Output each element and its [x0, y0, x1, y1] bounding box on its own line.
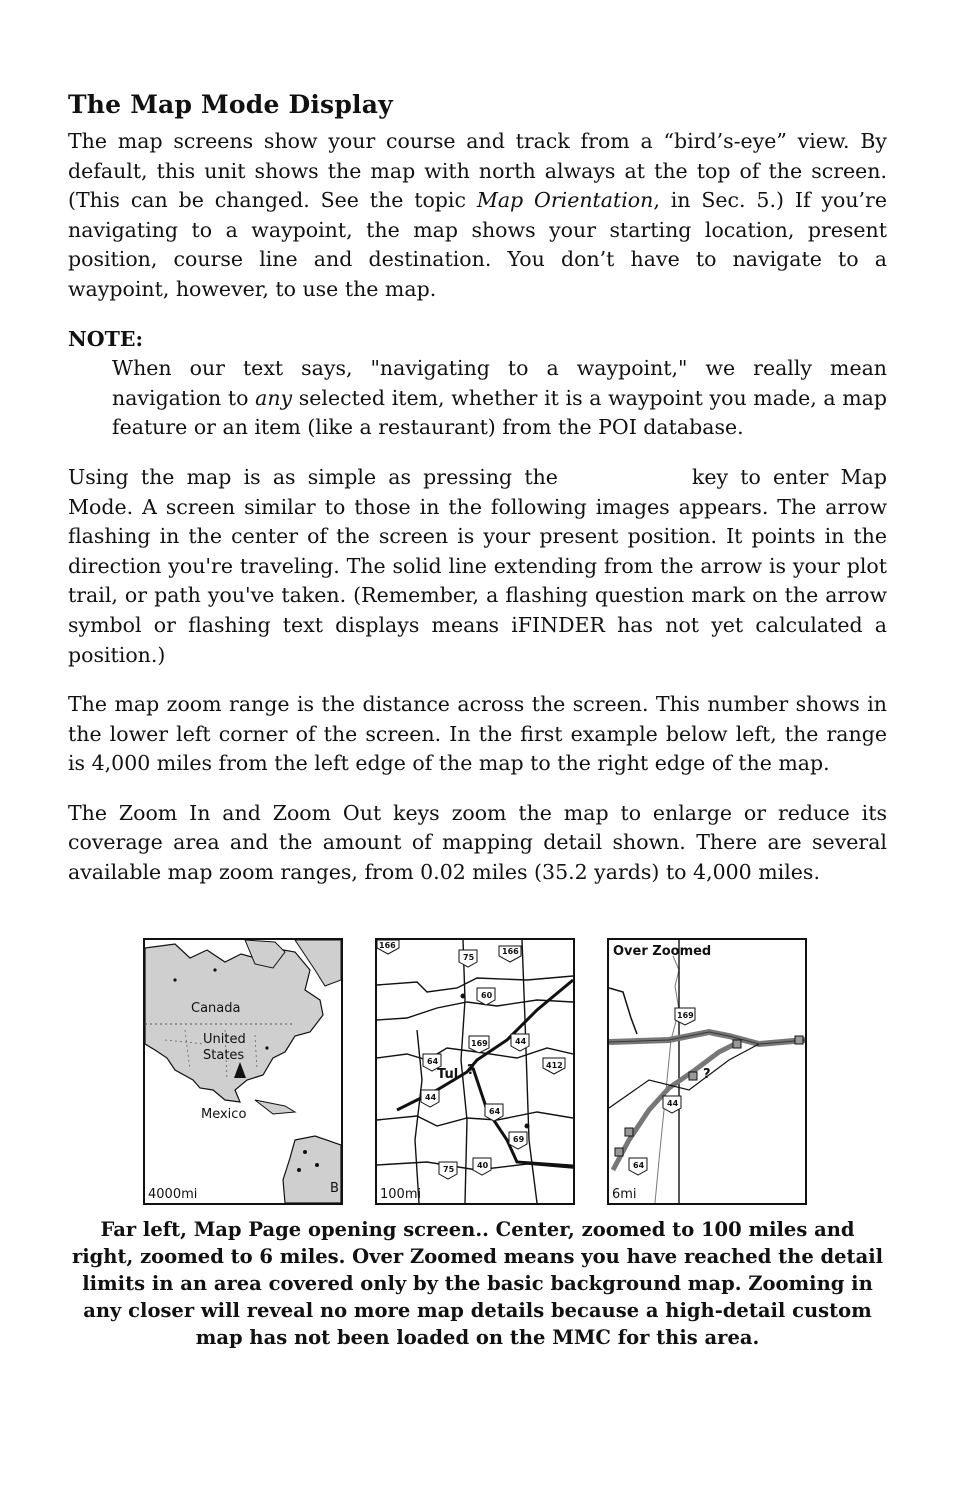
intro-text-1: The map screens show your course and track from a “bird’s-eye” view. By default, this unit shows the map with north always at the top of the screen. (This can be changed. See the topic — [68, 129, 887, 213]
map-orientation-ref: Map Orientation — [476, 188, 654, 213]
map-screen-6mi — [607, 938, 807, 1205]
shield-166-a: 166 — [379, 941, 396, 950]
road-map-6mi — [609, 940, 805, 1203]
note-text-1: When our text says, "navigating to a waypoint," we really mean navigation to — [112, 356, 887, 410]
road-map-100mi — [377, 940, 573, 1203]
over-zoomed-banner: Over Zoomed — [613, 944, 712, 959]
unknown-position-mark: ? — [467, 1063, 475, 1078]
intro-paragraph — [68, 127, 887, 305]
map-screen-4000mi — [143, 938, 343, 1205]
label-mexico: Mexico — [201, 1107, 247, 1122]
label-united: United — [203, 1032, 246, 1047]
shield-60: 60 — [481, 991, 493, 1000]
shield-166-b: 166 — [502, 947, 519, 956]
zoom-keys-paragraph: The Zoom In and Zoom Out keys zoom the map to enlarge or reduce its coverage area and the amount of mapping detail shown. There are several available map zoom ranges, from 0.02 miles (35.2 yards) to 4,000 miles. — [68, 800, 887, 885]
unknown-position-mark: ? — [703, 1067, 711, 1082]
shield-44-a: 44 — [515, 1037, 527, 1046]
note-text-2: selected item, whether it is a waypoint you made, a map feature or an item (like a restaurant) from the POI database. — [112, 385, 887, 440]
label-canada: Canada — [191, 1001, 241, 1016]
range-readout: 4000mi — [148, 1187, 198, 1202]
shield-64-a: 64 — [427, 1057, 439, 1066]
range-readout: 6mi — [612, 1187, 637, 1202]
using-map-paragraph — [68, 463, 887, 670]
corner-letter: B — [330, 1181, 339, 1196]
page-content — [68, 90, 887, 888]
range-readout: 100mi — [380, 1187, 422, 1202]
using-map-text-2: key to enter Map Mode. A screen similar to those in the following images appears. The arrow flashing in the center of the screen is your present position. It points in the direction you're traveling. The solid line extending from the arrow is your plot trail, or path you've taken. (Remember, a flashing question mark on the arrow symbol or flashing text displays means iFINDER has not yet calculated a position.) — [68, 464, 887, 667]
city-label-tul: Tul — [437, 1067, 459, 1082]
page-title: The Map Mode Display — [68, 90, 393, 119]
shield-412: 412 — [546, 1061, 563, 1070]
shield-69: 69 — [513, 1135, 525, 1144]
shield-64: 64 — [633, 1161, 645, 1170]
shield-64-b: 64 — [489, 1107, 501, 1116]
zoom-range-paragraph: The map zoom range is the distance across the screen. This number shows in the lower left corner of the screen. In the first example below left, the range is 4,000 miles from the left edge of the map to the right edge of the map. — [68, 692, 887, 776]
map-screens-figure — [143, 938, 813, 1208]
shield-75-a: 75 — [463, 953, 475, 962]
shield-75-b: 75 — [443, 1165, 455, 1174]
continent-map — [145, 940, 341, 1203]
shield-169: 169 — [677, 1011, 694, 1020]
shield-44-b: 44 — [425, 1093, 437, 1102]
figure-caption: Far left, Map Page opening screen.. Center, zoomed to 100 miles and right, zoomed to 6 miles. Over Zoomed means you have reached the detail limits in an area covered only by the basic background map. Zooming in any closer will reveal no more map details because a high-detail custom map has not been loaded on the MMC for this area. — [71, 1218, 884, 1349]
shield-40: 40 — [477, 1161, 489, 1170]
note-emphasis: any — [255, 385, 293, 410]
shield-169: 169 — [471, 1039, 488, 1048]
note-label: NOTE: — [68, 326, 144, 351]
shield-44: 44 — [667, 1099, 679, 1108]
label-states: States — [203, 1048, 245, 1063]
intro-text-2: , in Sec. 5.) If you’re navigating to a waypoint, the map shows your starting location, present position, course line and destination. You don’t have to navigate to a waypoint, however, to use the map. — [68, 188, 887, 301]
map-screen-100mi — [375, 938, 575, 1205]
note-body — [112, 354, 887, 443]
using-map-text-1: Using the map is as simple as pressing the — [68, 464, 558, 489]
